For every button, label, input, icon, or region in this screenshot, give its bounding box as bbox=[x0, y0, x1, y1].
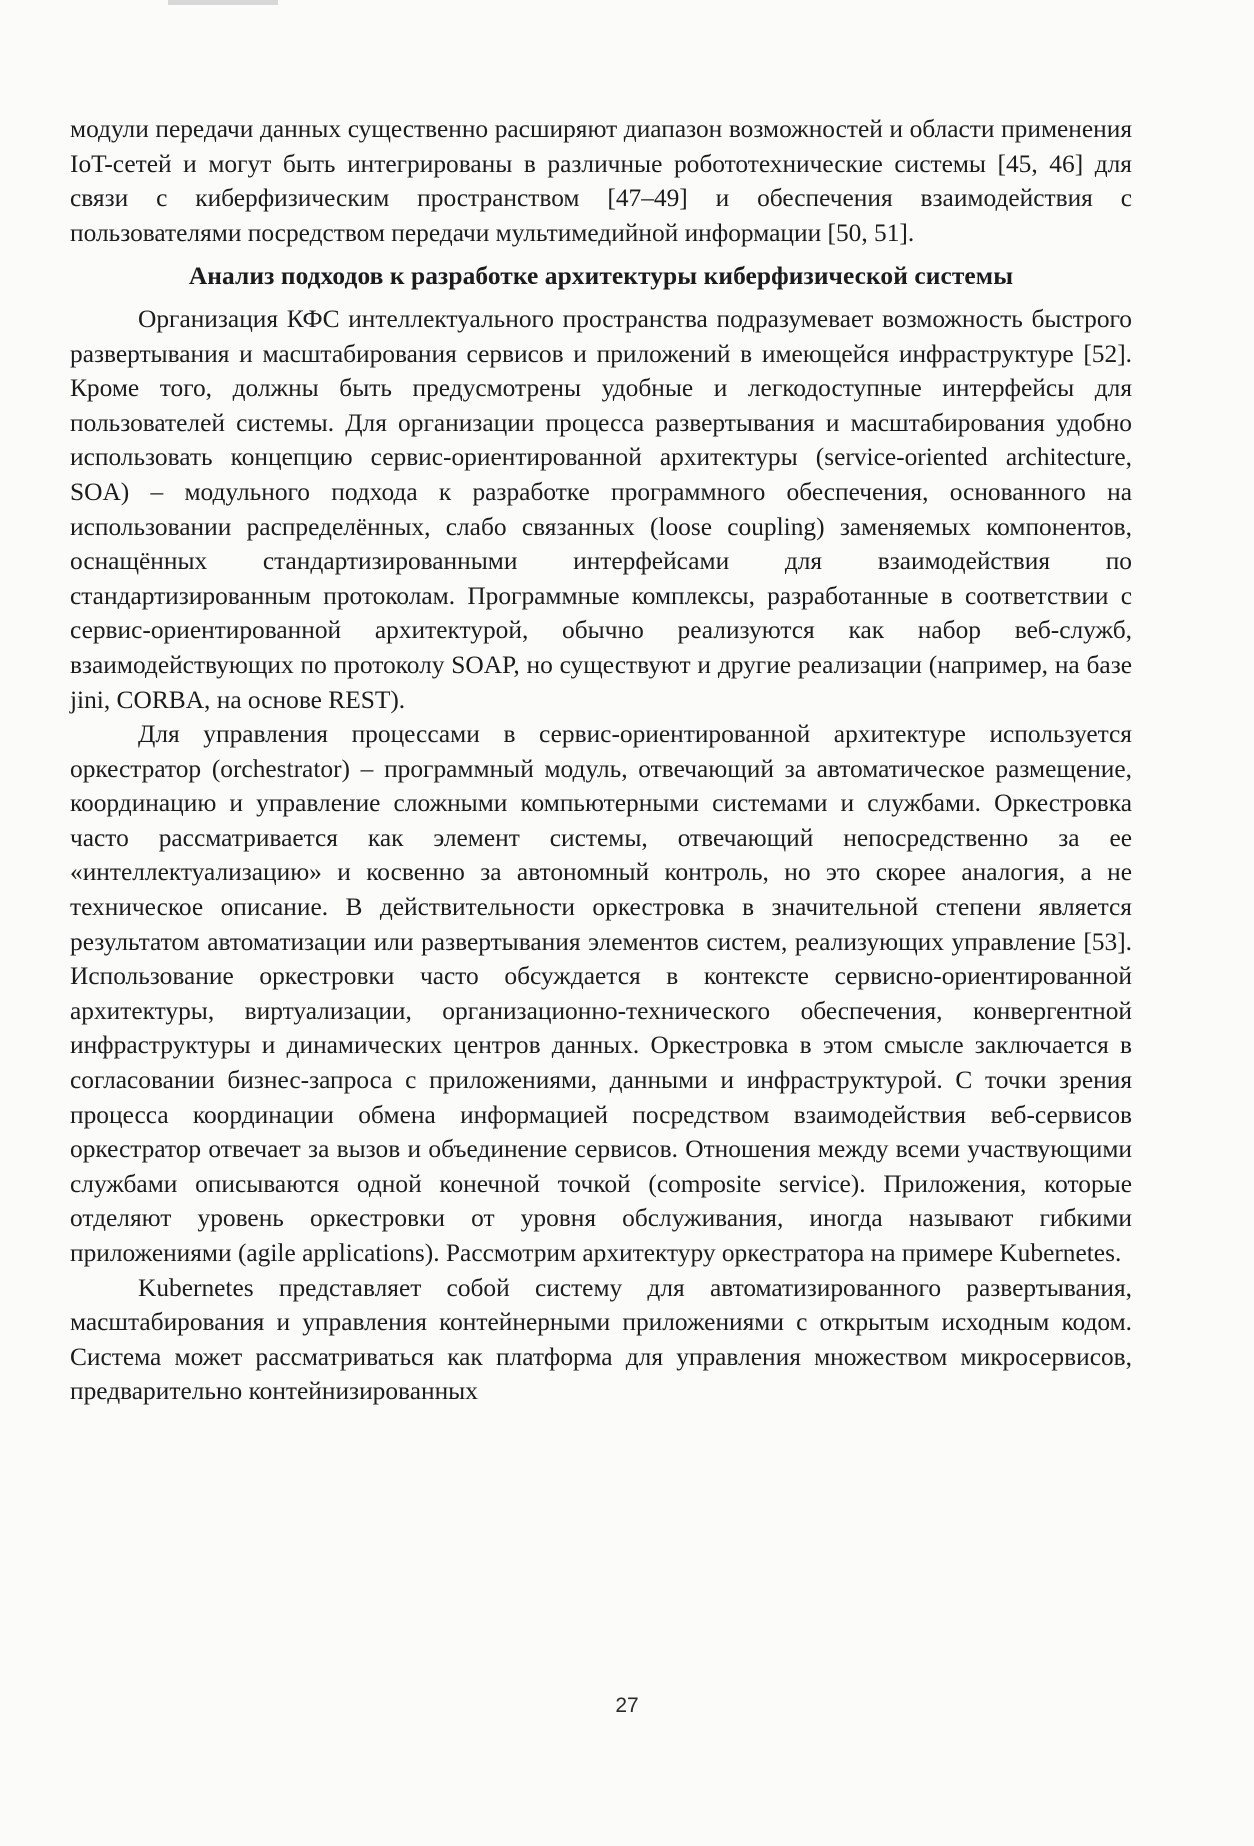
page-number: 27 bbox=[615, 1694, 639, 1717]
body-paragraph: Организация КФС интеллектуального пространства подразумевает возможность быстрого развертывания и масштабирования сервисов и приложений в имеющейся инфраструктуре [52]. Кроме того, должны быть предусмотрены удобные и легкодоступные интерфейсы для пользователей системы. Для организации процесса развертывания и масштабирования удобно использовать концепцию сервис-ориентированной архитектуры (service-oriented architecture, SOA) – модульного подхода к разработке программного обеспечения, основанного на использовании распределённых, слабо связанных (loose coupling) заменяемых компонентов, оснащённых стандартизированными интерфейсами для взаимодействия по стандартизированным протоколам. Программные комплексы, разработанные в соответствии с сервис-ориентированной архитектурой, обычно реализуются как набор веб-служб, взаимодействующих по протоколу SOAP, но существуют и другие реализации (например, на базе jini, CORBA, на основе REST). bbox=[70, 304, 1132, 714]
section-heading: Анализ подходов к разработке архитектуры киберфизической системы bbox=[188, 262, 1014, 291]
page-body bbox=[70, 112, 1132, 1409]
body-paragraph: Для управления процессами в сервис-ориентированной архитектуре используется оркестратор (orchestrator) – программный модуль, отвечающий за автоматическое размещение, координацию и управление сложными компьютерными системами и службами. Оркестровка часто рассматривается как элемент системы, отвечающий непосредственно за ее «интеллектуализацию» и косвенно за автономный контроль, но это скорее аналогия, а не техническое описание. В действительности оркестровка в значительной степени является результатом автоматизации или развертывания элементов систем, реализующих управление [53]. Использование оркестровки часто обсуждается в контексте сервисно-ориентированной архитектуры, виртуализации, организационно-технического обеспечения, конвергентной инфраструктуры и динамических центров данных. Оркестровка в этом смысле заключается в согласовании бизнес-запроса с приложениями, данными и инфраструктурой. С точки зрения процесса координации обмена информацией посредством взаимодействия веб-сервисов оркестратор отвечает за вызов и объединение сервисов. Отношения между всеми участвующими службами описываются одной конечной точкой (composite service). Приложения, которые отделяют уровень оркестровки от уровня обслуживания, иногда называют гибкими приложениями (agile applications). Рассмотрим архитектуру оркестратора на примере Kubernetes. bbox=[70, 720, 1132, 1267]
scan-artifact bbox=[168, 0, 278, 5]
body-paragraph: Kubernetes представляет собой систему для автоматизированного развертывания, масштабирования и управления контейнерными приложениями с открытым исходным кодом. Система может рассматриваться как платформа для управления множеством микросервисов, предварительно контейнизированных bbox=[70, 1273, 1132, 1406]
intro-paragraph: модули передачи данных существенно расширяют диапазон возможностей и области применения IoT-сетей и могут быть интегрированы в различные робототехнические системы [45, 46] для связи с киберфизическим пространством [47–49] и обеспечения взаимодействия с пользователями посредством передачи мультимедийной информации [50, 51]. bbox=[70, 115, 1132, 247]
